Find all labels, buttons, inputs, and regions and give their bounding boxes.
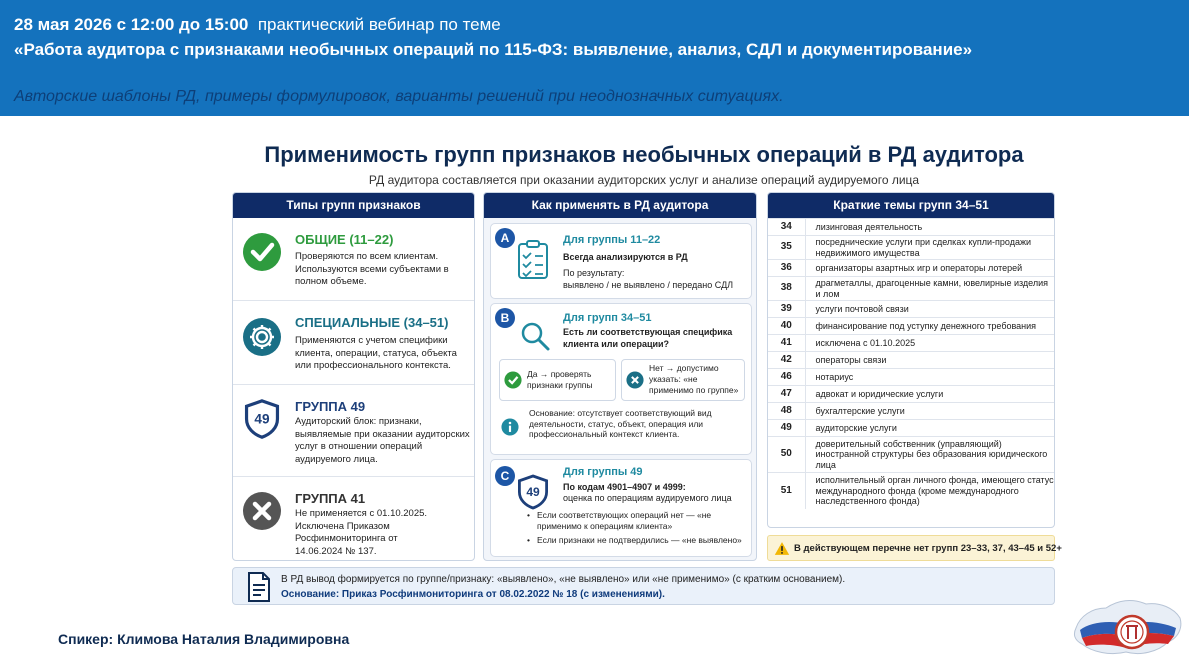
theme-row (768, 420, 1054, 437)
card-b-title: Для групп 34–51 (563, 312, 652, 324)
theme-number: 49 (768, 420, 805, 437)
conclusion-line-1: В РД вывод формируется по группе/признаку: «выявлено», «не выявлено» или «не применимо» (с кратким основанием). (281, 574, 846, 585)
type-title-group-49: ГРУППА 49 (295, 399, 366, 414)
banner-date-time: 28 мая 2026 с 12:00 до 15:00 (14, 15, 249, 34)
card-c (490, 459, 752, 557)
badge-a: A (495, 228, 515, 248)
theme-row (768, 301, 1054, 318)
theme-number: 39 (768, 301, 805, 318)
shield-49-icon (242, 399, 282, 439)
card-c-title: Для группы 49 (563, 466, 643, 478)
card-a-line-2: выявлено / не выявлено / передано СДЛ (563, 280, 734, 290)
theme-number: 46 (768, 369, 805, 386)
type-title-group-41: ГРУППА 41 (295, 491, 366, 506)
theme-row (768, 236, 1054, 260)
theme-row (768, 352, 1054, 369)
banner-intro: практический вебинар по теме (257, 15, 501, 34)
association-logo (1070, 594, 1185, 660)
type-row-group-41 (233, 476, 474, 561)
type-desc-group-49: Аудиторский блок: признаки, выявляемые при оказании аудиторских услуг в отношении операций аудируемого лица. (295, 416, 470, 465)
document-icon (247, 572, 271, 602)
apply-column (483, 192, 757, 561)
card-b-basis: Основание: отсутствует соответствующий вид деятельности, статус, объект, операция или профессиональный контекст клиента. (529, 408, 712, 439)
theme-number: 48 (768, 403, 805, 420)
type-row-special (233, 300, 474, 384)
check-circle-icon (242, 232, 282, 272)
banner-title: «Работа аудитора с признаками необычных операций по 115-ФЗ: выявление, анализ, СДЛ и документирование» (14, 40, 973, 59)
shield-49-label: 49 (254, 411, 270, 427)
card-a-line-1: По результату: (563, 268, 625, 278)
theme-number: 47 (768, 386, 805, 403)
conclusion-line-2: Основание: Приказ Росфинмониторинга от 08.02.2022 № 18 (с изменениями). (281, 589, 665, 600)
theme-topic: аудиторские услуги (805, 420, 1054, 437)
theme-number: 50 (768, 437, 805, 473)
warning-icon (774, 541, 790, 556)
theme-topic: исполнительный орган личного фонда, имеющего статус международного фонда (кроме международного наследственного фонда) (805, 473, 1054, 509)
theme-topic: адвокат и юридические услуги (805, 386, 1054, 403)
theme-row (768, 335, 1054, 352)
banner-line-1 (14, 15, 501, 35)
webinar-banner (0, 0, 1189, 116)
speaker-name: Спикер: Климова Наталия Владимировна (58, 631, 350, 647)
slide-title: Применимость групп признаков необычных операций в РД аудитора (264, 142, 1024, 167)
theme-topic: бухгалтерские услуги (805, 403, 1054, 420)
theme-topic: драгметаллы, драгоценные камни, ювелирные изделия и лом (805, 277, 1054, 301)
magnifier-icon (519, 320, 551, 352)
missing-groups-text: В действующем перечне нет групп 23–33, 37, 43–45 и 52+ (794, 543, 1062, 554)
theme-number: 51 (768, 473, 805, 509)
gear-icon (242, 317, 282, 357)
bullet-dot-2: • (527, 535, 530, 545)
theme-row (768, 473, 1054, 509)
theme-topic: лизинговая деятельность (805, 219, 1054, 236)
card-a-title: Для группы 11–22 (563, 234, 661, 246)
theme-topic: посреднические услуги при сделках купли-продажи недвижимого имущества (805, 236, 1054, 260)
theme-row (768, 403, 1054, 420)
theme-number: 40 (768, 318, 805, 335)
theme-number: 41 (768, 335, 805, 352)
type-title-general: ОБЩИЕ (11–22) (295, 232, 394, 247)
card-b (490, 303, 752, 455)
type-desc-group-41: Не применяется с 01.10.2025. Исключена Приказом Росфинмониторинга от 14.06.2024 № 137. (295, 508, 428, 557)
theme-row (768, 386, 1054, 403)
types-column (232, 192, 475, 561)
yes-check-icon (504, 371, 522, 389)
conclusion-box (232, 567, 1055, 605)
no-x-icon (626, 371, 644, 389)
apply-column-header: Как применять в РД аудитора (484, 193, 756, 218)
card-c-bullet-1: Если соответствующих операций нет — «не применимо к операциям клиента» (537, 510, 712, 531)
card-c-codes-2: оценка по операциям аудируемого лица (563, 493, 732, 503)
slide-subtitle: РД аудитора составляется при оказании аудиторских услуг и анализе операций аудируемого лица (368, 173, 920, 187)
types-column-header: Типы групп признаков (233, 193, 474, 218)
themes-table (768, 218, 1054, 509)
theme-topic: финансирование под уступку денежного требования (805, 318, 1054, 335)
badge-b: B (495, 308, 515, 328)
theme-row (768, 260, 1054, 277)
type-row-general (233, 218, 474, 300)
theme-topic: нотариус (805, 369, 1054, 386)
shield-49-small-label: 49 (526, 485, 540, 499)
shield-49-icon-small (517, 474, 549, 510)
theme-number: 36 (768, 260, 805, 277)
type-desc-special: Применяются с учетом специфики клиента, операции, статуса, объекта или профессионального контекста. (295, 335, 457, 371)
theme-number: 38 (768, 277, 805, 301)
theme-number: 42 (768, 352, 805, 369)
card-b-question: Есть ли соответствующая специфика клиента или операции? (563, 327, 733, 349)
badge-c: C (495, 466, 515, 486)
themes-column-header: Краткие темы групп 34–51 (768, 193, 1054, 218)
theme-number: 34 (768, 219, 805, 236)
card-c-bullet-2: Если признаки не подтвердились — «не выявлено» (537, 535, 742, 545)
type-desc-general: Проверяются по всем клиентам. Используются всеми субъектами в полном объеме. (295, 251, 449, 287)
info-icon (501, 418, 519, 436)
theme-topic: доверительный собственник (управляющий) иностранной структуры без образования юридического лица (805, 437, 1054, 473)
no-option-text: Нет → допустимо указать: «не применимо по группе» (649, 363, 739, 395)
theme-topic: организаторы азартных игр и операторы лотерей (805, 260, 1054, 277)
theme-row (768, 369, 1054, 386)
theme-number: 35 (768, 236, 805, 260)
card-a-bold: Всегда анализируются в РД (563, 252, 688, 262)
x-circle-icon (242, 491, 282, 531)
theme-topic: исключена с 01.10.2025 (805, 335, 1054, 352)
themes-column (767, 192, 1055, 528)
banner-subtitle: Авторские шаблоны РД, примеры формулировок, варианты решений при неоднозначных ситуациях. (14, 88, 784, 105)
no-option (621, 359, 745, 401)
yes-option (499, 359, 616, 401)
theme-topic: операторы связи (805, 352, 1054, 369)
theme-row (768, 437, 1054, 473)
checklist-icon (517, 240, 549, 280)
slide (226, 130, 1062, 610)
card-a (490, 223, 752, 299)
type-row-group-49 (233, 384, 474, 476)
card-c-codes: По кодам 4901–4907 и 4999: (563, 482, 686, 492)
theme-row (768, 318, 1054, 335)
missing-groups-note (767, 535, 1062, 561)
theme-topic: услуги почтовой связи (805, 301, 1054, 318)
type-title-special: СПЕЦИАЛЬНЫЕ (34–51) (295, 315, 449, 330)
bullet-dot-1: • (527, 510, 530, 520)
theme-row (768, 219, 1054, 236)
yes-option-text: Да → проверять признаки группы (527, 369, 593, 390)
theme-row (768, 277, 1054, 301)
